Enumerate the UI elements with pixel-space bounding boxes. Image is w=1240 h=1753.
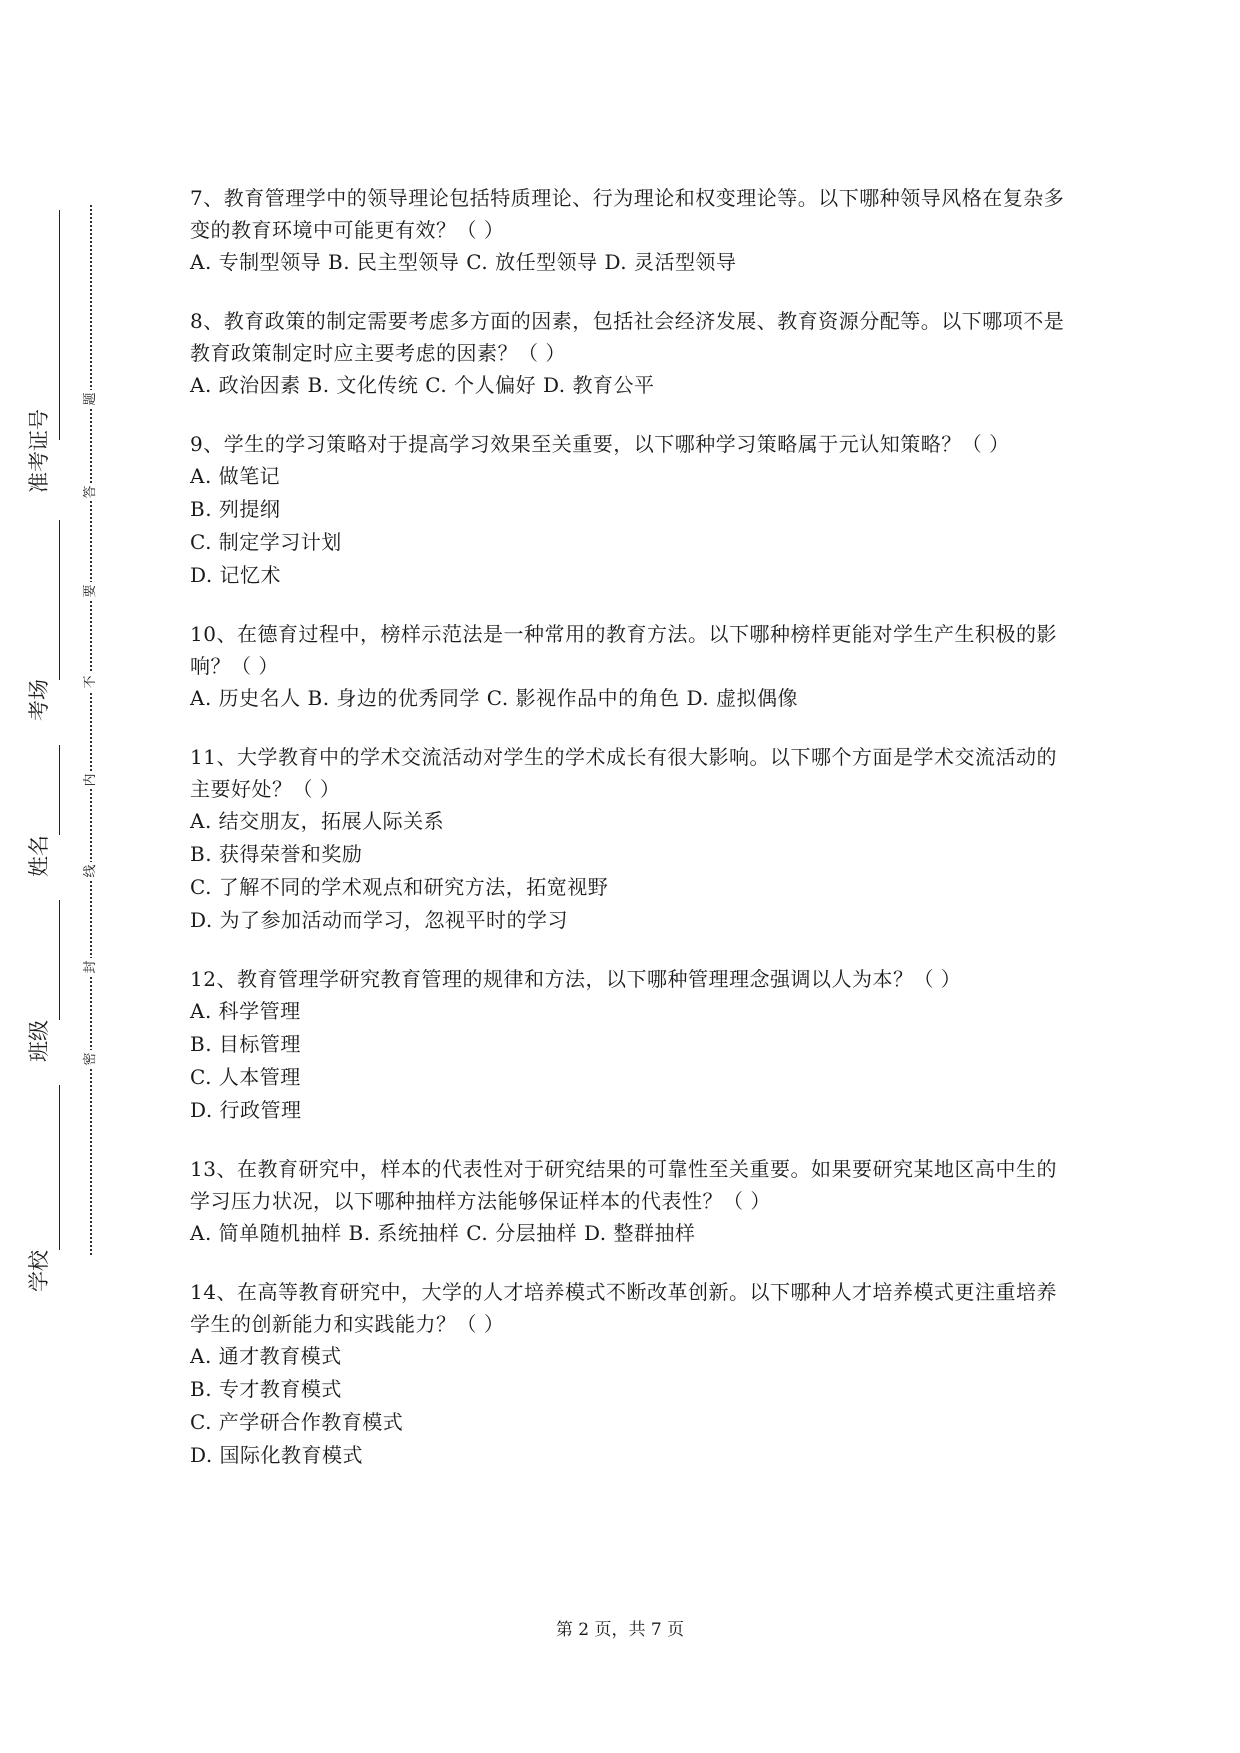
option-d: D. 为了参加活动而学习，忽视平时的学习 [190,908,569,932]
option-d: D. 记忆术 [190,563,282,587]
option-c: C. 产学研合作教育模式 [190,1410,404,1434]
option-d: D. 国际化教育模式 [190,1443,364,1467]
class-line [59,900,60,1020]
school-label: 学校 [27,1250,51,1292]
seal-char: 要 [82,582,100,600]
question-stem: 7、教育管理学中的领导理论包括特质理论、行为理论和权变理论等。以下哪种领导风格在复杂多变的教育环境中可能更有效？（ ） [190,186,1065,242]
seal-dotted-line [90,205,92,1255]
option-d: D. 行政管理 [190,1098,302,1122]
question-options: A. 历史名人 B. 身边的优秀同学 C. 影视作品中的角色 D. 虚拟偶像 [190,686,798,710]
binding-margin [14,210,78,1295]
question-12 [190,963,1070,1127]
school-line [59,1085,60,1250]
option-a: A. 科学管理 [190,999,301,1023]
question-stem: 8、教育政策的制定需要考虑多方面的因素，包括社会经济发展、教育资源分配等。以下哪项不是教育政策制定时应主要考虑的因素？（ ） [190,309,1065,365]
question-7 [190,182,1070,279]
question-options: A. 政治因素 B. 文化传统 C. 个人偏好 D. 教育公平 [190,373,655,397]
seal-char: 内 [82,771,100,789]
question-options: A. 简单随机抽样 B. 系统抽样 C. 分层抽样 D. 整群抽样 [190,1221,696,1245]
option-c: C. 了解不同的学术观点和研究方法，拓宽视野 [190,875,609,899]
question-stem: 9、学生的学习策略对于提高学习效果至关重要，以下哪种学习策略属于元认知策略？（ ） [190,432,1010,456]
seal-char: 题 [82,390,100,408]
question-stem: 10、在德育过程中，榜样示范法是一种常用的教育方法。以下哪种榜样更能对学生产生积极的影响？（ ） [190,622,1057,678]
question-stem: 14、在高等教育研究中，大学的人才培养模式不断改革创新。以下哪种人才培养模式更注重培养学生的创新能力和实践能力？（ ） [190,1280,1057,1336]
seal-char: 不 [82,673,100,691]
question-14 [190,1276,1070,1472]
option-b: B. 获得荣誉和奖励 [190,842,363,866]
question-10 [190,618,1070,715]
question-9 [190,428,1070,592]
seal-char: 密 [82,1050,100,1068]
question-options: A. 专制型领导 B. 民主型领导 C. 放任型领导 D. 灵活型领导 [190,250,737,274]
option-a: A. 结交朋友，拓展人际关系 [190,809,445,833]
question-stem: 12、教育管理学研究教育管理的规律和方法，以下哪种管理理念强调以人为本？（ ） [190,967,962,991]
option-b: B. 目标管理 [190,1032,301,1056]
option-a: A. 通才教育模式 [190,1344,342,1368]
question-stem: 13、在教育研究中，样本的代表性对于研究结果的可靠性至关重要。如果要研究某地区高中生的学习压力状况，以下哪种抽样方法能够保证样本的代表性？（ ） [190,1157,1057,1213]
option-c: C. 人本管理 [190,1065,301,1089]
option-b: B. 专才教育模式 [190,1377,342,1401]
question-8 [190,305,1070,402]
question-stem: 11、大学教育中的学术交流活动对学生的学术成长有很大影响。以下哪个方面是学术交流活动的主要好处？（ ） [190,745,1057,801]
question-11 [190,741,1070,937]
question-13 [190,1153,1070,1250]
option-b: B. 列提纲 [190,497,281,521]
exam-room-label: 考场 [27,679,51,721]
admission-number-line [59,210,60,440]
seal-char: 线 [82,862,100,880]
name-line [59,745,60,835]
option-a: A. 做笔记 [190,464,281,488]
option-c: C. 制定学习计划 [190,530,342,554]
exam-room-line [59,520,60,680]
admission-number-label: 准考证号 [27,409,51,493]
seal-char: 答 [82,483,100,501]
class-label: 班级 [27,1020,51,1062]
question-list [190,182,1070,1498]
page-number: 第 2 页，共 7 页 [555,1620,685,1640]
seal-char: 封 [82,958,100,976]
name-label: 姓名 [27,835,51,877]
